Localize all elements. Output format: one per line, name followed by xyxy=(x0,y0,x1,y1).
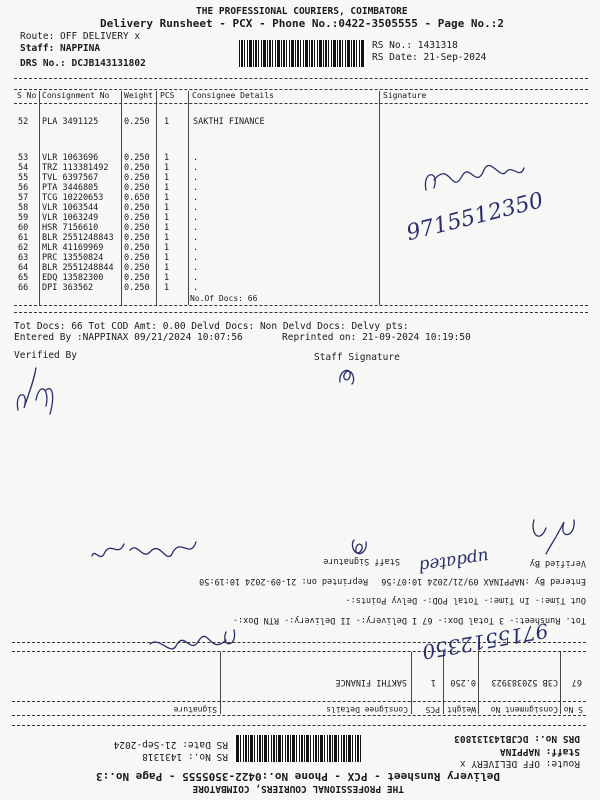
table-row: 56 PTA 3446805 0.250 1 . xyxy=(18,183,199,193)
rs-date: RS Date: 21-Sep-2024 xyxy=(372,52,487,63)
table-row: 59 VLR 1063249 0.250 1 . xyxy=(18,213,199,223)
table-row: 55 TVL 6397567 0.250 1 . xyxy=(18,173,199,183)
reprinted-on: Reprinted on: 21-09-2024 10:19:50 xyxy=(282,332,471,343)
entered-by: Entered By :NAPPINAX 09/21/2024 10:07:56 xyxy=(381,576,586,586)
table-row: 58 VLR 1063544 0.250 1 . xyxy=(18,203,199,213)
table-header: S No Consignment No Weight PCS Consignee Details Signature xyxy=(173,705,583,714)
drs-number: DRS No.: DCJB143131803 xyxy=(454,733,580,744)
staff-signature-label: Staff Signature xyxy=(314,352,400,363)
table-row: 60 HSR 7156610 0.250 1 . xyxy=(18,223,199,233)
table-row: 67 C3B 520383923 0.250 1 SAKTHI FINANCE xyxy=(335,677,582,687)
header-consignment: Consignment No xyxy=(42,91,110,100)
table-row: 62 MLR 41169969 0.250 1 . xyxy=(18,243,199,253)
summary-line: Tot Docs: 66 Tot COD Amt: 0.00 Delvd Docs: Non Delvd Docs: Delvy pts: xyxy=(14,321,409,332)
rs-date: RS Date: 21-Sep-2024 xyxy=(113,739,228,750)
rs-number: RS No.: 1431318 xyxy=(142,751,228,762)
no-of-docs: No.Of Docs: 66 xyxy=(190,294,258,303)
divider xyxy=(12,651,586,652)
runsheet-title: Delivery Runsheet - PCX - Phone No.:0422-3505555 - Page No.:3 xyxy=(96,770,500,783)
table-row: 54 TRZ 113381492 0.250 1 . xyxy=(18,163,199,173)
entered-by: Entered By :NAPPINAX 09/21/2024 10:07:56 xyxy=(14,332,243,343)
divider xyxy=(12,701,586,702)
divider xyxy=(12,725,586,726)
header-weight: Weight xyxy=(124,91,153,100)
barcode xyxy=(235,735,361,762)
verified-by-label: Verified By xyxy=(14,350,77,361)
runsheet-title: Delivery Runsheet - PCX - Phone No.:0422-3505555 - Page No.:2 xyxy=(100,17,504,30)
route-label: Route: OFF DELIVERY x xyxy=(20,31,141,42)
reprinted-on: Reprinted on: 21-09-2024 10:19:50 xyxy=(199,576,368,586)
table-row: 63 PRC 13550824 0.250 1 . xyxy=(18,253,199,263)
rs-number: RS No.: 1431318 xyxy=(372,40,458,51)
staff-signature-label: Staff Signature xyxy=(323,556,400,566)
staff-signature-mark xyxy=(348,538,370,560)
handwritten-signature xyxy=(130,620,240,660)
header-pcs: PCS xyxy=(160,91,175,100)
handwritten-phone: 9715512350 xyxy=(404,188,546,247)
company-name: THE PROFESSIONAL COURIERS, COIMBATORE xyxy=(192,783,404,794)
table-row: 53 VLR 1063696 0.250 1 . xyxy=(18,153,199,163)
staff-label: Staff: NAPPINA xyxy=(20,43,101,54)
staff-label: Staff: NAPPINA xyxy=(499,746,580,757)
handwritten-note: updated xyxy=(417,546,490,576)
route-label: Route: OFF DELIVERY x xyxy=(459,758,580,769)
verified-by-label: Verified By xyxy=(529,558,586,568)
divider xyxy=(12,715,586,716)
table-row: 64 BLR 2551248844 0.250 1 . xyxy=(18,263,199,273)
table-row: 57 TCG 10220653 0.650 1 . xyxy=(18,193,199,203)
summary-line: Tot. Runsheet:- 3 Total Dox:- 67 I Delivery:- II Delivery:- RTN Dox:- xyxy=(232,615,586,625)
table-row: 66 DPI 363562 0.250 1 . xyxy=(18,283,199,293)
table-row: 61 BLR 2551248843 0.250 1 . xyxy=(18,233,199,243)
header-signature: Signature xyxy=(383,91,427,100)
table-row: 65 EDQ 13582300 0.250 1 . xyxy=(18,273,199,283)
summary-line-2: Out Time:- In Time:- Total POD:- Delvy Points:- xyxy=(345,595,586,605)
handwritten-name xyxy=(90,530,200,570)
header-sno: S No xyxy=(17,91,37,100)
table-row: 52 PLA 3491125 0.250 1 SAKTHI FINANCE xyxy=(18,117,265,127)
header-consignee: Consignee Details xyxy=(192,91,274,100)
drs-number: DRS No.: DCJB143131802 xyxy=(20,58,146,69)
handwritten-verifier-signature xyxy=(520,510,580,560)
handwritten-phone: 9715512350 xyxy=(420,618,550,665)
company-name: THE PROFESSIONAL COURIERS, COIMBATORE xyxy=(196,6,408,17)
